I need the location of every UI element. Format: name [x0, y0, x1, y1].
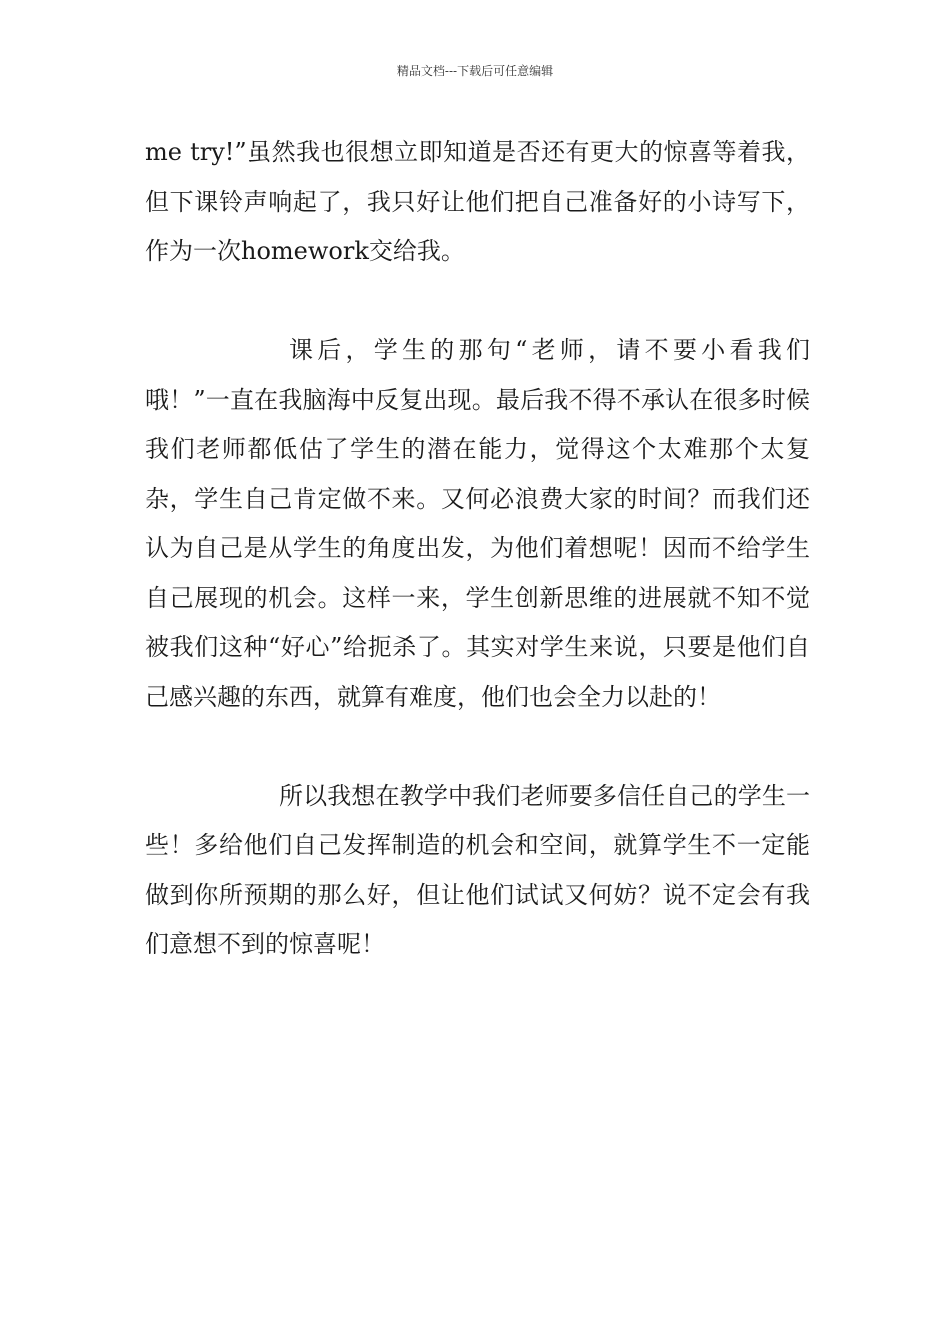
paragraph-2: 课后，学生的那句“老师，请不要小看我们哦！”一直在我脑海中反复出现。最后我不得不承认在很多时候我们老师都低估了学生的潜在能力，觉得这个太难那个太复杂，学生自己肯定做不来。又何必浪费大家的时间？而我们还认为自己是从学生的角度出发，为他们着想呢！因而不给学生自己展现的机会。这样一来，学生创新思维的进展就不知不觉被我们这种“好心”给扼杀了。其实对学生来说，只要是他们自己感兴趣的东西，就算有难度，他们也会全力以赴的！: [145, 336, 810, 711]
paragraph-3: 所以我想在教学中我们老师要多信任自己的学生一些！多给他们自己发挥制造的机会和空间，就算学生不一定能做到你所预期的那么好，但让他们试试又何妨？说不定会有我们意想不到的惊喜呢！: [145, 781, 810, 958]
page-header: 精品文档---下载后可任意编辑: [396, 64, 554, 78]
document-body: [145, 128, 810, 970]
paragraph-1: me try!”虽然我也很想立即知道是否还有更大的惊喜等着我，但下课铃声响起了，我只好让他们把自己准备好的小诗写下，作为一次homework交给我。: [145, 138, 810, 265]
